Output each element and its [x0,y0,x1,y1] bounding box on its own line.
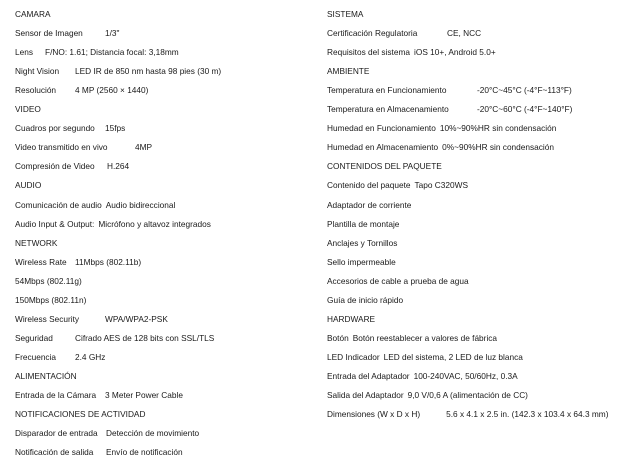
section-heading-label: CAMARA [15,9,51,19]
spec-row-seguridad [15,333,315,344]
spec-label: Comunicación de audio [15,199,102,210]
spec-label: Certificación Regulatoria [327,28,418,39]
spec-row-led-indicador [327,352,627,363]
spec-label: Humedad en Almacenamiento [327,142,439,153]
section-heading-audio [15,180,315,191]
section-heading-video [15,104,315,115]
list-item-anclajes-y-tornillos [327,238,627,249]
spec-label: Cuadros por segundo [15,123,95,134]
spec-row-dimensiones-w-x-d-x-h [327,409,627,420]
section-heading-label: AUDIO [15,180,42,191]
section-heading-network [15,238,315,249]
spec-value: Botón reestablecer a valores de fábrica [352,332,498,343]
spec-label: Disparador de entrada [15,428,98,439]
spec-value: 0%~90%HR sin condensación [442,142,555,153]
list-item-54mbps-802-11g [15,276,315,287]
spec-label: Botón [327,332,349,343]
spec-value: WPA/WPA2-PSK [105,313,168,324]
spec-label: Frecuencia [15,351,57,362]
spec-value: 4MP [135,142,153,153]
section-heading-sistema [327,9,627,20]
spec-value: Tapo C320WS [414,180,468,191]
spec-value: 10%~90%HR sin condensación [439,123,557,134]
spec-value: iOS 10+, Android 5.0+ [414,47,496,58]
spec-label: Requisitos del sistema [327,47,411,58]
spec-label: Video transmitido en vivo [15,142,108,153]
spec-label: Seguridad [15,332,53,343]
section-heading-notificaciones-de-actividad [15,409,315,420]
section-heading-label: ALIMENTACIÓN [15,370,77,381]
spec-row-video-transmitido-en-vivo [15,142,315,153]
section-heading-alimentacion [15,371,315,382]
spec-row-cuadros-por-segundo [15,123,315,134]
spec-value: 2.4 GHz [75,351,106,362]
section-heading-label: AMBIENTE [327,66,370,77]
section-heading-label: HARDWARE [327,313,376,324]
spec-row-sensor-de-imagen [15,28,315,39]
section-heading-camara [15,9,315,20]
section-heading-label: NETWORK [15,237,58,248]
spec-row-resolucion [15,85,315,96]
spec-row-night-vision [15,66,315,77]
list-item-text: Guía de inicio rápido [327,294,404,305]
section-heading-label: CONTENIDOS DEL PAQUETE [327,161,442,172]
list-item-text: 150Mbps (802.11n) [15,294,87,305]
section-heading-hardware [327,314,627,325]
spec-value: F/NO: 1.61; Distancia focal: 3,18mm [45,47,179,58]
list-item-text: 54Mbps (802.11g) [15,275,82,286]
spec-value: Audio bidireccional [105,199,176,210]
list-item-text: Sello impermeable [327,256,396,267]
spec-row-audio-input-output [15,219,315,230]
spec-row-salida-del-adaptador [327,390,627,401]
list-item-plantilla-de-montaje [327,219,627,230]
spec-label: Salida del Adaptador [327,390,404,400]
spec-value: -20°C~45°C (-4°F~113°F) [477,85,572,96]
spec-row-humedad-en-almacenamiento [327,142,627,153]
spec-value: 5.6 x 4.1 x 2.5 in. (142.3 x 103.4 x 64.3 mm) [446,409,609,420]
spec-row-entrada-del-adaptador [327,371,627,382]
spec-row-requisitos-del-sistema [327,47,627,58]
spec-label: Compresión de Video [15,161,95,172]
spec-label: Wireless Rate [15,256,67,267]
list-item-150mbps-802-11n [15,295,315,306]
spec-label: Audio Input & Output: [15,218,95,229]
spec-row-wireless-security [15,314,315,325]
spec-value: LED del sistema, 2 LED de luz blanca [383,351,523,362]
spec-label: Night Vision [15,66,60,77]
spec-value: CE, NCC [447,28,482,39]
section-heading-ambiente [327,66,627,77]
spec-value: 9,0 V/0,6 A (alimentación de CC) [407,390,528,400]
spec-value: Envío de notificación [106,447,183,458]
spec-value: Micrófono y altavoz integrados [98,218,211,229]
list-item-text: Anclajes y Tornillos [327,237,398,248]
spec-value: 4 MP (2560 × 1440) [75,85,149,96]
spec-value: 1/3" [105,28,120,39]
spec-row-wireless-rate [15,257,315,268]
spec-label: Notificación de salida [15,447,94,458]
spec-label: Contenido del paquete [327,180,411,191]
list-item-text: Plantilla de montaje [327,218,400,229]
spec-row-entrada-de-la-camara [15,390,315,401]
spec-label: Temperatura en Funcionamiento [327,85,447,96]
spec-label: LED Indicador [327,351,380,362]
list-item-sello-impermeable [327,257,627,268]
spec-row-frecuencia [15,352,315,363]
spec-value: Cifrado AES de 128 bits con SSL/TLS [75,332,215,343]
section-heading-label: VIDEO [15,104,41,115]
section-heading-label: NOTIFICACIONES DE ACTIVIDAD [15,409,146,420]
spec-row-lens [15,47,315,58]
spec-value: 11Mbps (802.11b) [75,256,142,267]
spec-row-contenido-del-paquete [327,180,627,191]
spec-value: 15fps [105,123,126,134]
list-item-guia-de-inicio-rapido [327,295,627,306]
spec-row-temperatura-en-almacenamiento [327,104,627,115]
list-item-text: Accesorios de cable a prueba de agua [327,275,469,286]
list-item-adaptador-de-corriente [327,200,627,211]
spec-label: Resolución [15,85,57,96]
spec-label: Temperatura en Almacenamiento [327,104,449,115]
spec-row-certificacion-regulatoria [327,28,627,39]
spec-label: Lens [15,47,33,58]
spec-row-compresion-de-video [15,161,315,172]
spec-label: Entrada del Adaptador [327,370,410,381]
spec-label: Entrada de la Cámara [15,390,97,400]
section-heading-label: SISTEMA [327,9,364,19]
spec-row-comunicacion-de-audio [15,200,315,211]
spec-label: Humedad en Funcionamiento [327,123,436,134]
spec-row-humedad-en-funcionamiento [327,123,627,134]
spec-value: H.264 [107,161,130,172]
spec-value: 3 Meter Power Cable [105,390,183,400]
spec-value: 100-240VAC, 50/60Hz, 0.3A [413,370,518,381]
spec-row-notificacion-de-salida [15,447,315,458]
list-item-text: Adaptador de corriente [327,199,412,210]
list-item-accesorios-de-cable-a-prueba-de-agua [327,276,627,287]
spec-value: Detección de movimiento [106,428,200,439]
spec-label: Wireless Security [15,313,80,324]
spec-row-temperatura-en-funcionamiento [327,85,627,96]
spec-value: LED IR de 850 nm hasta 98 pies (30 m) [75,66,222,77]
spec-row-boton [327,333,627,344]
spec-value: -20°C~60°C (-4°F~140°F) [477,104,573,115]
section-heading-contenidos-del-paquete [327,161,627,172]
spec-label: Dimensiones (W x D x H) [327,409,421,420]
spec-row-disparador-de-entrada [15,428,315,439]
spec-label: Sensor de Imagen [15,28,83,39]
